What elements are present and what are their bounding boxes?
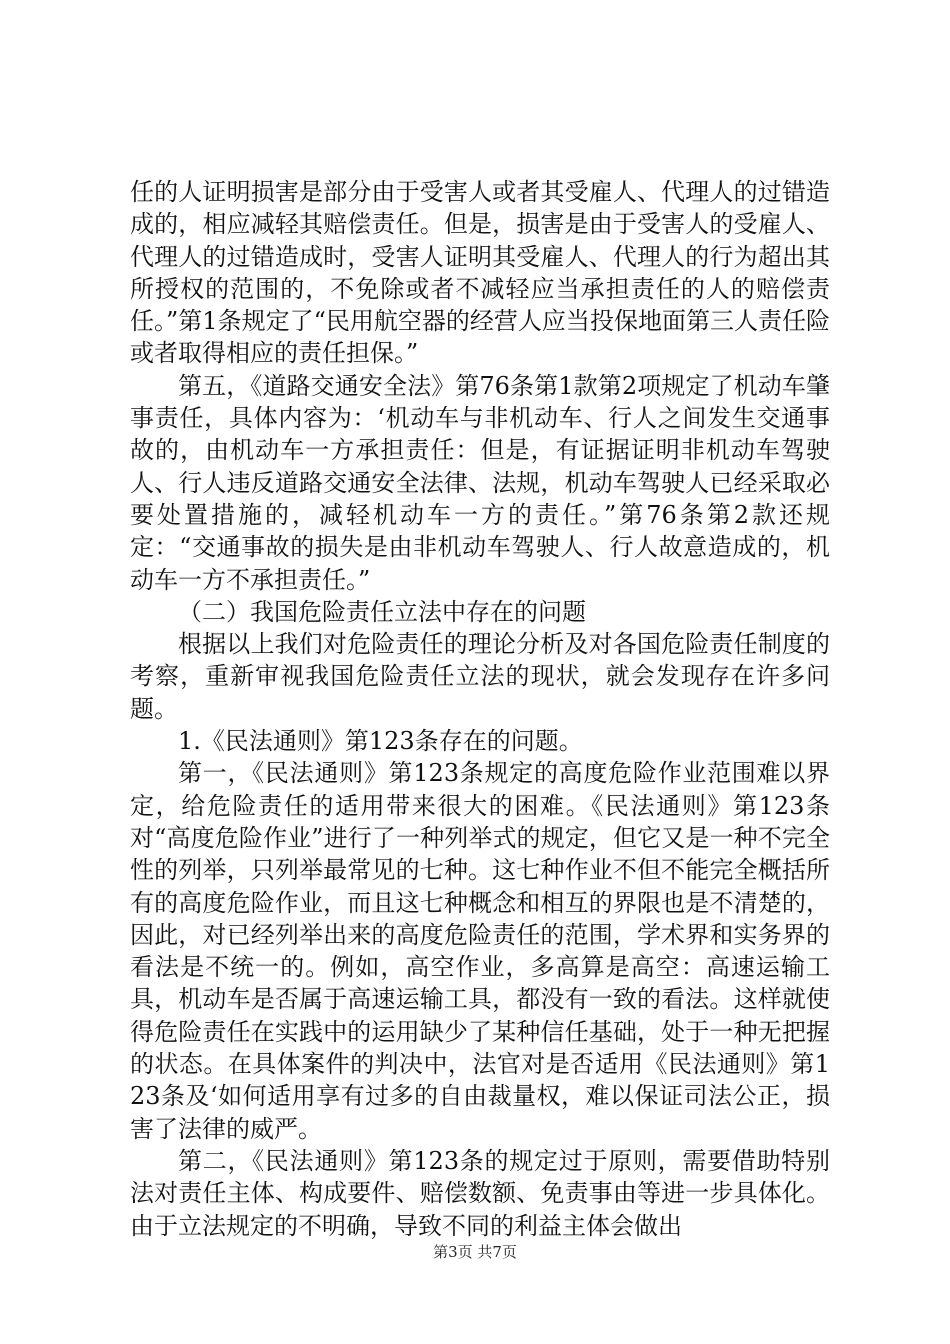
paragraph-first-problem: 第一，《民法通则》第123条规定的高度危险作业范围难以界定，给危险责任的适用带来很大的困难。《民法通则》第123条对“高度危险作业”进行了一种列举式的规定，但它又是一种不完全性的列举，只列举最常见的七种。这七种作业不但不能完全概括所有的高度危险作业，而且这七种概念和相互的界限也是不清楚的，因此，对已经列举出来的高度危险责任的范围，学术界和实务界的看法是不统一的。例如，高空作业，多高算是高空：高速运输工具，机动车是否属于高速运输工具，都没有一致的看法。这样就使得危险责任在实践中的运用缺少了某种信任基础，处于一种无把握的状态。在具体案件的判决中，法官对是否适用《民法通则》第123条及‘如何适用享有过多的自由裁量权，难以保证司法公正，损害了法律的威严。 bbox=[130, 759, 830, 1143]
page-number: 第3页 共7页 bbox=[433, 1243, 517, 1261]
section-heading-problems: （二）我国危险责任立法中存在的问题 bbox=[178, 597, 586, 626]
paragraph-second-problem: 第二，《民法通则》第123条的规定过于原则，需要借助特别法对责任主体、构成要件、赔偿数额、免责事由等进一步具体化。由于立法规定的不明确，导致不同的利益主体会做出 bbox=[130, 1146, 830, 1240]
paragraph-overview: 根据以上我们对危险责任的理论分析及对各国危险责任制度的考察，重新审视我国危险责任立法的现状，就会发现存在许多问题。 bbox=[130, 630, 830, 723]
page-footer bbox=[0, 1242, 950, 1262]
subsection-heading-article-123: 1.《民法通则》第123条存在的问题。 bbox=[178, 727, 583, 756]
paragraph-road-traffic-law: 第五，《道路交通安全法》第76条第1款第2项规定了机动车肇事责任，具体内容为：‘机动车与非机动车、行人之间发生交通事故的，由机动车一方承担责任：但是，有证据证明非机动车驾驶人、行人违反道路交通安全法律、法规，机动车驾驶人已经采取必要处置措施的，减轻机动车一方的责任。”第76条第2款还规定：“交通事故的损失是由非机动车驾驶人、行人故意造成的，机动车一方不承担责任。” bbox=[130, 371, 830, 594]
document-body bbox=[130, 176, 830, 1242]
paragraph-continuation: 任的人证明损害是部分由于受害人或者其受雇人、代理人的过错造成的，相应减轻其赔偿责任。但是，损害是由于受害人的受雇人、代理人的过错造成时，受害人证明其受雇人、代理人的行为超出其所授权的范围的，不免除或者不减轻应当承担责任的人的赔偿责任。”第1条规定了“民用航空器的经营人应当投保地面第三人责任险或者取得相应的责任担保。” bbox=[130, 178, 830, 368]
